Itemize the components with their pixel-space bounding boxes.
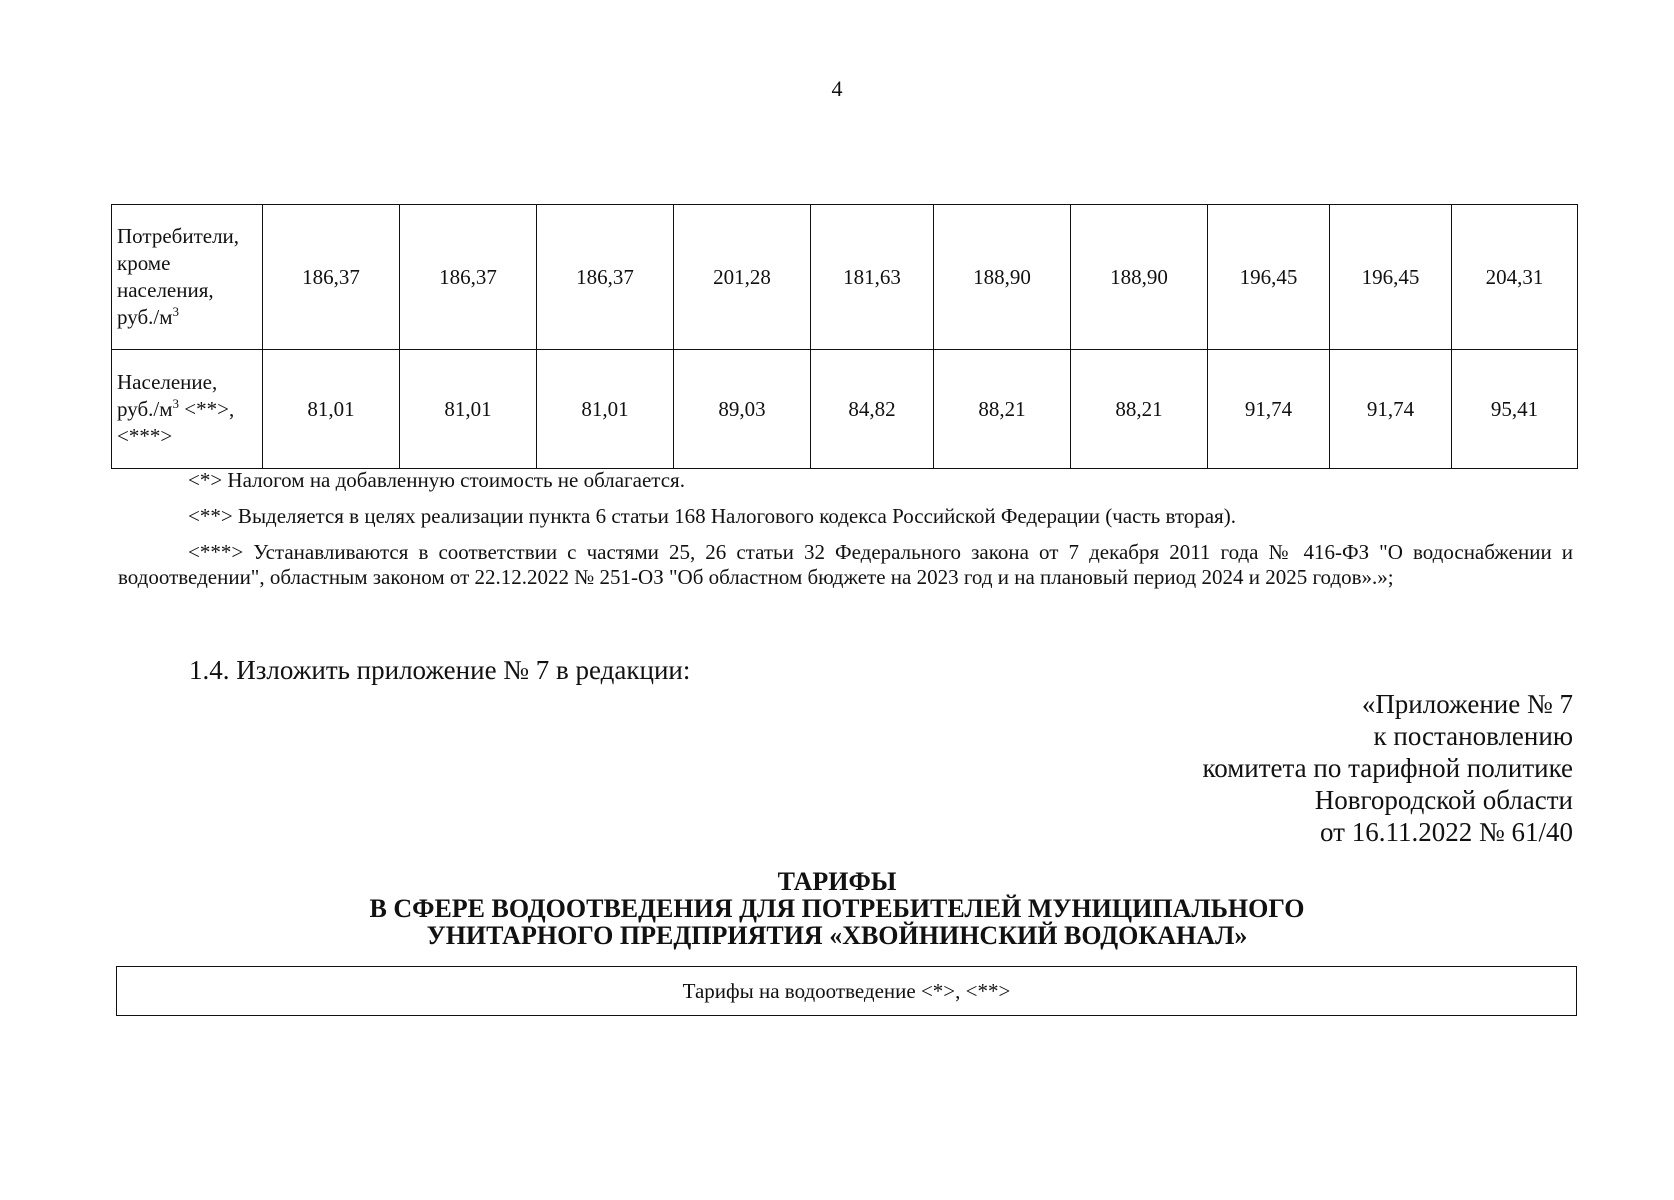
label-suffix: <**>, [179, 396, 235, 421]
label-line: населения, [117, 278, 214, 302]
table-cell: 181,63 [811, 205, 934, 350]
footnote-federal-law: <***> Устанавливаются в соответствии с частями 25, 26 статьи 32 Федерального закона от 7 декабря 2011 года № 416-ФЗ "О водоснабжении и водоотведении", областным законом от 22.12.2022 № 251-ОЗ "Об областном бюджете на 2023 год и на плановый период 2024 и 2025 годов».»; [118, 540, 1573, 589]
table-row [112, 350, 1578, 469]
tariff-table [111, 204, 1578, 469]
table-cell: 91,74 [1330, 350, 1452, 469]
title-line: УНИТАРНОГО ПРЕДПРИЯТИЯ «ХВОЙНИНСКИЙ ВОДОКАНАЛ» [426, 921, 1248, 950]
label-unit-superscript: 3 [172, 395, 180, 411]
table-cell: 186,37 [263, 205, 400, 350]
appendix-line: комитета по тарифной политике [1202, 753, 1573, 783]
label-unit: руб./м [117, 305, 173, 329]
table-cell: 81,01 [263, 350, 400, 469]
table-cell: 81,01 [537, 350, 674, 469]
table-cell: 81,01 [400, 350, 537, 469]
table-cell: 91,74 [1208, 350, 1330, 469]
table-cell: 186,37 [400, 205, 537, 350]
table-cell: 188,90 [934, 205, 1071, 350]
table-cell: 196,45 [1330, 205, 1452, 350]
table-cell: 201,28 [674, 205, 811, 350]
table-cell: 186,37 [537, 205, 674, 350]
title-line: В СФЕРЕ ВОДООТВЕДЕНИЯ ДЛЯ ПОТРЕБИТЕЛЕЙ МУНИЦИПАЛЬНОГО [369, 894, 1305, 923]
label-line: Население, [117, 369, 218, 394]
table-cell: 89,03 [674, 350, 811, 469]
appendix-line: «Приложение № 7 [1361, 689, 1573, 719]
table-cell: 84,82 [811, 350, 934, 469]
footnote-vat: <*> Налогом на добавленную стоимость не облагается. [188, 468, 685, 492]
page-number: 4 [831, 76, 843, 101]
appendix-line: Новгородской области [1314, 785, 1573, 815]
appendix-line: от 16.11.2022 № 61/40 [1320, 817, 1573, 847]
document-title [0, 868, 1674, 949]
appendix-line: к постановлению [1373, 721, 1573, 751]
tariff-header-box: Тарифы на водоотведение <*>, <**> [116, 966, 1577, 1016]
item-1-4: 1.4. Изложить приложение № 7 в редакции: [189, 655, 691, 685]
appendix-block [1202, 688, 1573, 848]
label-line: <***> [117, 423, 173, 448]
table-cell: 188,90 [1071, 205, 1208, 350]
table-cell: 204,31 [1452, 205, 1578, 350]
table-cell: 88,21 [934, 350, 1071, 469]
row-label [112, 350, 263, 469]
footnote-tax-code: <**> Выделяется в целях реализации пункта 6 статьи 168 Налогового кодекса Российской Федерации (часть вторая). [188, 504, 1236, 528]
table-cell: 95,41 [1452, 350, 1578, 469]
label-line: кроме [117, 251, 171, 275]
table-cell: 196,45 [1208, 205, 1330, 350]
label-unit-superscript: 3 [172, 304, 180, 319]
table-row [112, 205, 1578, 350]
table-cell: 88,21 [1071, 350, 1208, 469]
row-label [112, 205, 263, 350]
label-unit: руб./м [117, 396, 173, 421]
label-line: Потребители, [117, 224, 240, 248]
title-line: ТАРИФЫ [777, 867, 897, 896]
